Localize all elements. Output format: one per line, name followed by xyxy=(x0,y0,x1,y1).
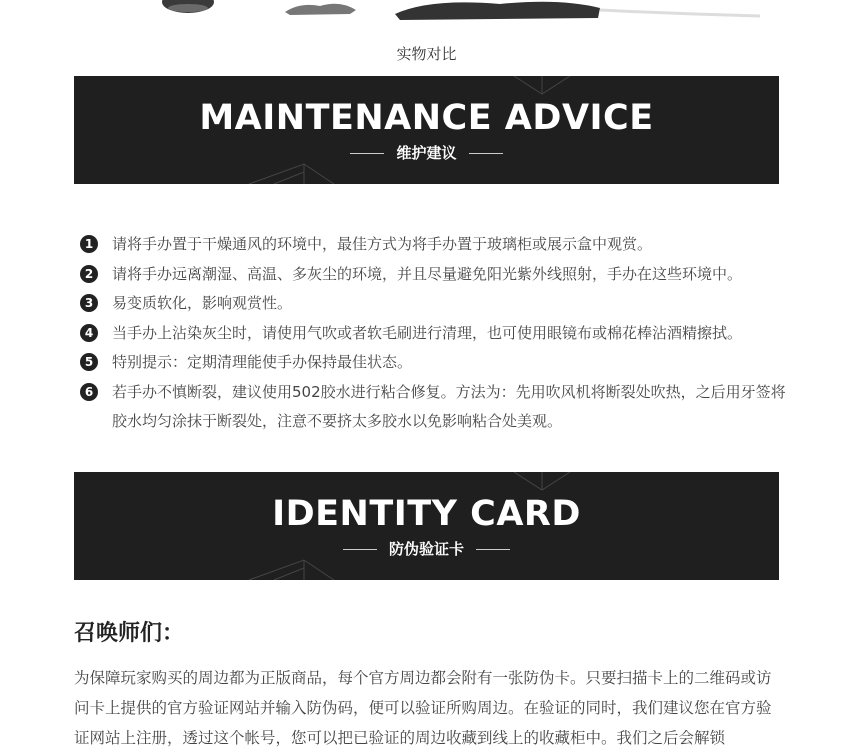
number-badge-icon: 4 xyxy=(80,324,98,342)
advice-item xyxy=(80,378,800,437)
advice-text: 请将手办远离潮湿、高温、多灰尘的环境，并且尽量避免阳光紫外线照射，手办在这些环境中。 xyxy=(112,264,743,283)
advice-text: 特别提示：定期清理能使手办保持最佳状态。 xyxy=(112,353,413,371)
advice-text: 当手办上沾染灰尘时，请使用气吹或者软毛刷进行清理，也可使用眼镜布或棉花棒沾酒精擦拭。 xyxy=(112,323,743,342)
advice-text: 请将手办置于干燥通风的环境中，最佳方式为将手办置于玻璃柜或展示盒中观赏。 xyxy=(112,235,653,253)
identity-banner xyxy=(74,472,779,580)
product-comparison-image xyxy=(0,0,853,30)
advice-item xyxy=(80,289,800,319)
maintenance-subtitle: 维护建议 xyxy=(396,144,457,162)
number-badge-icon: 3 xyxy=(80,294,98,312)
image-caption: 实物对比 xyxy=(396,45,457,63)
identity-subtitle: 防伪验证卡 xyxy=(388,540,464,558)
divider xyxy=(469,153,503,154)
number-badge-icon: 1 xyxy=(80,235,98,253)
maintenance-title: MAINTENANCE ADVICE xyxy=(199,98,654,138)
number-badge-icon: 2 xyxy=(80,265,98,283)
summoner-paragraph: 为保障玩家购买的周边都为正版商品，每个官方周边都会附有一张防伪卡。只要扫描卡上的二维码或访问卡上提供的官方验证网站并输入防伪码，便可以验证所购周边。在验证的同时，我们建议您在官方验证网站上注册，透过这个帐号，您可以把已验证的周边收藏到线上的收藏柜中。我们之后会解锁 xyxy=(74,669,772,747)
number-badge-icon: 5 xyxy=(80,353,98,371)
advice-item xyxy=(80,319,800,349)
maintenance-advice-list xyxy=(80,230,800,437)
maintenance-subtitle-row xyxy=(74,142,779,163)
divider xyxy=(343,549,377,550)
advice-text: 易变质软化，影响观赏性。 xyxy=(112,294,293,312)
number-badge-icon: 6 xyxy=(80,383,98,401)
identity-title: IDENTITY CARD xyxy=(272,494,581,534)
divider xyxy=(350,153,384,154)
advice-item xyxy=(80,230,800,260)
advice-item xyxy=(80,348,800,378)
advice-text: 若手办不慎断裂，建议使用502胶水进行粘合修复。方法为：先用吹风机将断裂处吹热，之后用牙签将胶水均匀涂抹于断裂处，注意不要挤太多胶水以免影响粘合处美观。 xyxy=(112,382,786,430)
divider xyxy=(476,549,510,550)
summoner-heading: 召唤师们： xyxy=(74,621,185,646)
advice-item xyxy=(80,260,800,290)
maintenance-banner xyxy=(74,76,779,184)
identity-subtitle-row xyxy=(74,538,779,559)
